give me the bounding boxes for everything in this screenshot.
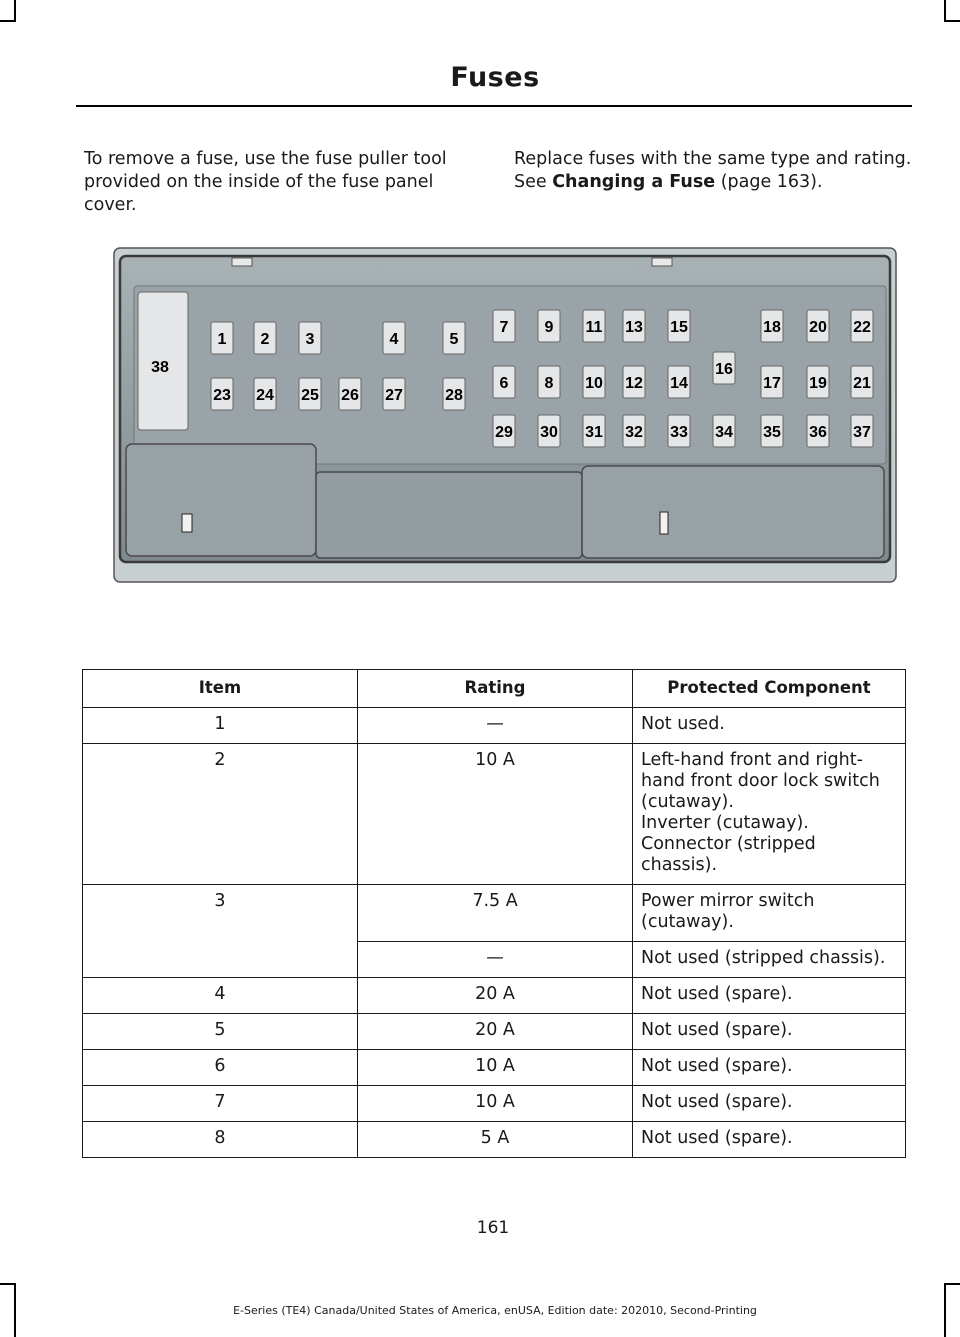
fuse-label: 16 (715, 361, 733, 378)
crop-mark (14, 0, 16, 22)
cell-component (633, 978, 906, 1014)
title-rule (76, 105, 912, 107)
cell-item: 4 (83, 978, 358, 1014)
cell-item: 5 (83, 1014, 358, 1050)
component-line: Not used (spare). (641, 1092, 793, 1112)
cell-item: 1 (83, 708, 358, 744)
fuse-label: 18 (763, 319, 781, 336)
fuse-label: 35 (763, 424, 781, 441)
cell-rating: 10 A (358, 744, 633, 885)
cell-component (633, 942, 906, 978)
cell-rating: 20 A (358, 1014, 633, 1050)
cell-item: 3 (83, 885, 358, 978)
fuse-label: 6 (499, 375, 509, 392)
fuse-label: 38 (151, 359, 169, 376)
component-line: Not used (spare). (641, 1128, 793, 1148)
crop-mark (0, 1283, 16, 1285)
fuse-label: 28 (445, 387, 463, 404)
table-header-row (83, 670, 906, 708)
table-body (83, 708, 906, 1158)
component-line: Power mirror switch (cutaway). (641, 891, 815, 932)
fuse-label: 17 (763, 375, 781, 392)
cell-component (633, 1122, 906, 1158)
fuse-label: 15 (670, 319, 688, 336)
col-item-header: Item (83, 670, 358, 708)
fuse-label: 24 (256, 387, 274, 404)
fuse-label: 22 (853, 319, 871, 336)
col-rating-header: Rating (358, 670, 633, 708)
fuse-label: 25 (301, 387, 319, 404)
cell-item: 2 (83, 744, 358, 885)
lower-left-cover (126, 444, 316, 556)
fuse-label: 11 (585, 319, 603, 336)
fuse-label: 12 (625, 375, 643, 392)
cell-component (633, 744, 906, 885)
crop-mark (944, 0, 946, 22)
lower-middle-cover (316, 472, 582, 558)
fuse-label: 8 (544, 375, 554, 392)
component-line: Not used (spare). (641, 1056, 793, 1076)
table-row (83, 885, 906, 942)
fuse-table (82, 669, 906, 1158)
cell-rating: 20 A (358, 978, 633, 1014)
intro-right-text: Replace fuses with the same type and rating. See (514, 149, 912, 192)
fuse-label: 34 (715, 424, 733, 441)
intro-right-page: (page 163). (715, 172, 823, 192)
component-line: Connector (stripped chassis). (641, 834, 816, 875)
fuse-label: 13 (625, 319, 643, 336)
fuse-label: 31 (585, 424, 603, 441)
fuse-label: 9 (544, 319, 554, 336)
fuse-label: 33 (670, 424, 688, 441)
footer-edition: E-Series (TE4) Canada/United States of America, enUSA, Edition date: 202010, Second-Printing (233, 1304, 757, 1317)
cell-rating: — (358, 942, 633, 978)
changing-fuse-link[interactable]: Changing a Fuse (552, 172, 716, 192)
fuse-label: 10 (585, 375, 603, 392)
component-line: Left-hand front and right-hand front door lock switch (cutaway). (641, 750, 880, 812)
cell-component (633, 1050, 906, 1086)
page-number: 161 (476, 1218, 510, 1238)
table-row (83, 1050, 906, 1086)
fuse-label: 30 (540, 424, 558, 441)
col-component-header: Protected Component (633, 670, 906, 708)
cell-rating: 10 A (358, 1050, 633, 1086)
fuse-label: 36 (809, 424, 827, 441)
component-line: Not used (spare). (641, 1020, 793, 1040)
cell-component (633, 1014, 906, 1050)
fuse-label: 7 (499, 319, 509, 336)
intro-right (514, 148, 914, 194)
page-title: Fuses (450, 62, 540, 93)
table-row (83, 708, 906, 744)
lower-right-cover (582, 466, 884, 558)
table-row (83, 744, 906, 885)
table-row (83, 1014, 906, 1050)
fuse-label: 37 (853, 424, 871, 441)
crop-mark (944, 20, 960, 22)
crop-mark (0, 20, 16, 22)
component-line: Not used (stripped chassis). (641, 948, 886, 968)
fuse-label: 2 (260, 331, 270, 348)
fuse-label: 19 (809, 375, 827, 392)
fuse-label: 3 (305, 331, 315, 348)
cell-item: 6 (83, 1050, 358, 1086)
cell-component (633, 708, 906, 744)
fuse-label: 14 (670, 375, 688, 392)
fuse-label: 5 (449, 331, 459, 348)
component-line: Inverter (cutaway). (641, 813, 809, 833)
component-line: Not used (spare). (641, 984, 793, 1004)
cell-rating: 5 A (358, 1122, 633, 1158)
cell-item: 8 (83, 1122, 358, 1158)
intro-left: To remove a fuse, use the fuse puller tool provided on the inside of the fuse panel cover. (84, 149, 447, 215)
fuse-label: 23 (213, 387, 231, 404)
fuse-label: 21 (853, 375, 871, 392)
cell-rating: 7.5 A (358, 885, 633, 942)
fuse-label: 27 (385, 387, 403, 404)
fuse-label: 1 (217, 331, 227, 348)
table-row (83, 1122, 906, 1158)
fuse-label: 26 (341, 387, 359, 404)
fuse-label: 4 (389, 331, 399, 348)
cell-item: 7 (83, 1086, 358, 1122)
cell-rating: 10 A (358, 1086, 633, 1122)
table-row (83, 978, 906, 1014)
cell-rating: — (358, 708, 633, 744)
component-line: Not used. (641, 714, 725, 734)
fuse-panel-diagram (112, 244, 898, 584)
fuse-label: 32 (625, 424, 643, 441)
fuse-label: 29 (495, 424, 513, 441)
crop-mark (944, 1283, 960, 1285)
cell-component (633, 885, 906, 942)
cell-component (633, 1086, 906, 1122)
fuse-label: 20 (809, 319, 827, 336)
table-row (83, 1086, 906, 1122)
